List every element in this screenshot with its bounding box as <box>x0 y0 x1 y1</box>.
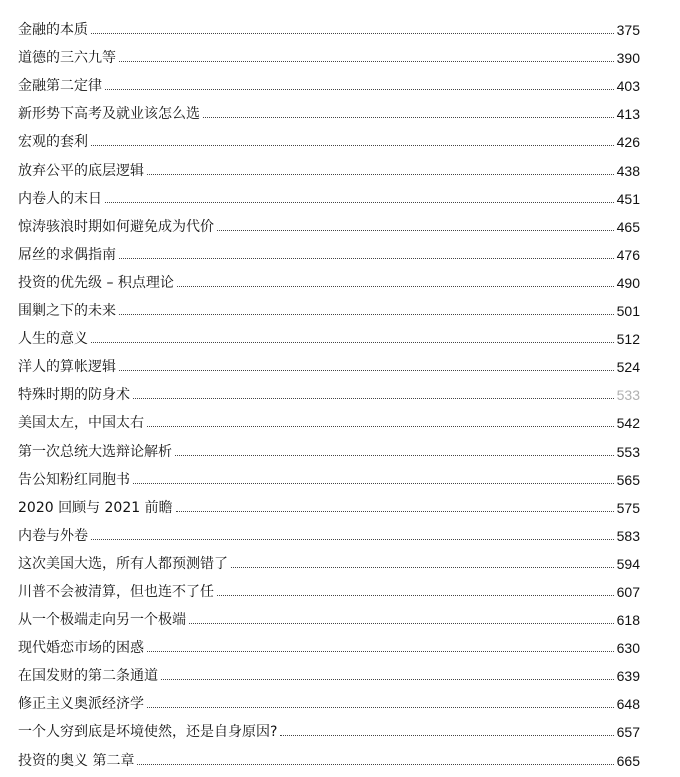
toc-entry-title: 从一个极端走向另一个极端 <box>18 612 186 629</box>
toc-entry-title: 新形势下高考及就业该怎么选 <box>18 106 200 123</box>
toc-entry-title: 修正主义奥派经济学 <box>18 696 144 713</box>
toc-entry-title: 围剿之下的未来 <box>18 303 116 320</box>
toc-entry-page: 490 <box>616 274 640 291</box>
toc-dot-leader <box>189 623 614 624</box>
toc-dot-leader <box>91 342 614 343</box>
toc-entry-title: 在国发财的第二条通道 <box>18 668 158 685</box>
toc-dot-leader <box>105 89 614 90</box>
toc-entry-page: 657 <box>616 724 640 741</box>
toc-dot-leader <box>280 735 614 736</box>
toc-dot-leader <box>137 764 614 765</box>
toc-entry-page: 375 <box>616 22 640 39</box>
toc-entry-page: 403 <box>616 78 640 95</box>
toc-dot-leader <box>133 398 614 399</box>
toc-entry-page: 618 <box>616 612 640 629</box>
toc-entry-page: 438 <box>616 162 640 179</box>
toc-entry[interactable] <box>18 10 640 38</box>
toc-entry[interactable] <box>18 207 640 235</box>
toc-dot-leader <box>133 483 614 484</box>
toc-entry-title: 投资的优先级 – 积点理论 <box>18 274 174 291</box>
toc-entry-page: 542 <box>616 415 640 432</box>
toc-dot-leader <box>147 651 614 652</box>
toc-entry[interactable] <box>18 291 640 319</box>
toc-entry[interactable] <box>18 488 640 516</box>
toc-entry-page: 465 <box>616 218 640 235</box>
toc-entry-page: 575 <box>616 499 640 516</box>
table-of-contents <box>18 10 640 769</box>
toc-entry-title: 放弃公平的底层逻辑 <box>18 162 144 179</box>
toc-entry-page: 476 <box>616 246 640 263</box>
toc-dot-leader <box>217 230 614 231</box>
toc-entry[interactable] <box>18 740 640 768</box>
toc-entry[interactable] <box>18 38 640 66</box>
toc-entry-page: 594 <box>616 555 640 572</box>
toc-entry-title: 特殊时期的防身术 <box>18 387 130 404</box>
toc-entry[interactable] <box>18 712 640 740</box>
toc-entry-page: 512 <box>616 331 640 348</box>
toc-dot-leader <box>176 511 614 512</box>
toc-entry-title: 告公知粉红同胞书 <box>18 471 130 488</box>
toc-entry-title: 金融的本质 <box>18 22 88 39</box>
toc-dot-leader <box>177 286 614 287</box>
toc-entry-page: 607 <box>616 583 640 600</box>
toc-entry[interactable] <box>18 600 640 628</box>
toc-dot-leader <box>105 202 614 203</box>
toc-entry-page: 553 <box>616 443 640 460</box>
toc-entry-page: 583 <box>616 527 640 544</box>
toc-dot-leader <box>217 595 614 596</box>
toc-dot-leader <box>91 539 614 540</box>
toc-dot-leader <box>91 145 614 146</box>
toc-entry-title: 人生的意义 <box>18 331 88 348</box>
toc-entry-page: 413 <box>616 106 640 123</box>
toc-entry[interactable] <box>18 431 640 459</box>
toc-entry-page: 533 <box>616 387 640 404</box>
toc-entry-page: 451 <box>616 190 640 207</box>
toc-entry[interactable] <box>18 122 640 150</box>
toc-entry-title: 投资的奥义 第二章 <box>18 752 135 769</box>
toc-entry-title: 宏观的套利 <box>18 134 88 151</box>
toc-entry[interactable] <box>18 460 640 488</box>
toc-entry[interactable] <box>18 516 640 544</box>
toc-entry[interactable] <box>18 94 640 122</box>
toc-entry[interactable] <box>18 656 640 684</box>
toc-dot-leader <box>147 174 614 175</box>
toc-dot-leader <box>175 455 614 456</box>
toc-entry-title: 一个人穷到底是坏境使然，还是自身原因? <box>18 724 278 741</box>
toc-dot-leader <box>161 679 614 680</box>
toc-dot-leader <box>119 258 614 259</box>
toc-entry-title: 第一次总统大选辩论解析 <box>18 443 172 460</box>
toc-entry[interactable] <box>18 150 640 178</box>
toc-entry[interactable] <box>18 235 640 263</box>
toc-dot-leader <box>147 426 614 427</box>
toc-entry-page: 524 <box>616 359 640 376</box>
toc-entry-title: 惊涛骇浪时期如何避免成为代价 <box>18 218 214 235</box>
toc-dot-leader <box>91 33 614 34</box>
toc-dot-leader <box>231 567 614 568</box>
toc-entry[interactable] <box>18 319 640 347</box>
toc-entry[interactable] <box>18 403 640 431</box>
toc-dot-leader <box>203 117 614 118</box>
toc-dot-leader <box>147 707 614 708</box>
toc-entry-title: 洋人的算帐逻辑 <box>18 359 116 376</box>
toc-entry[interactable] <box>18 544 640 572</box>
toc-entry-title: 2020 回顾与 2021 前瞻 <box>18 499 173 516</box>
toc-entry-title: 内卷与外卷 <box>18 527 88 544</box>
toc-entry-page: 501 <box>616 303 640 320</box>
toc-entry-title: 屌丝的求偶指南 <box>18 246 116 263</box>
toc-entry[interactable] <box>18 179 640 207</box>
toc-entry-title: 美国太左，中国太右 <box>18 415 144 432</box>
toc-entry-page: 665 <box>616 752 640 769</box>
toc-dot-leader <box>119 314 614 315</box>
toc-entry-title: 现代婚恋市场的困惑 <box>18 640 144 657</box>
toc-entry-page: 565 <box>616 471 640 488</box>
toc-dot-leader <box>119 61 614 62</box>
toc-entry[interactable] <box>18 628 640 656</box>
toc-entry[interactable] <box>18 263 640 291</box>
toc-entry[interactable] <box>18 347 640 375</box>
toc-entry[interactable] <box>18 66 640 94</box>
toc-entry[interactable] <box>18 684 640 712</box>
toc-entry-page: 639 <box>616 668 640 685</box>
toc-dot-leader <box>119 370 614 371</box>
toc-entry[interactable] <box>18 572 640 600</box>
toc-entry-title: 金融第二定律 <box>18 78 102 95</box>
toc-entry-title: 内卷人的末日 <box>18 190 102 207</box>
toc-entry[interactable] <box>18 375 640 403</box>
toc-entry-title: 川普不会被清算，但也连不了任 <box>18 583 214 600</box>
toc-entry-page: 426 <box>616 134 640 151</box>
toc-entry-page: 390 <box>616 50 640 67</box>
toc-entry-page: 630 <box>616 640 640 657</box>
toc-entry-title: 这次美国大选，所有人都预测错了 <box>18 555 228 572</box>
toc-entry-page: 648 <box>616 696 640 713</box>
toc-entry-title: 道德的三六九等 <box>18 50 116 67</box>
